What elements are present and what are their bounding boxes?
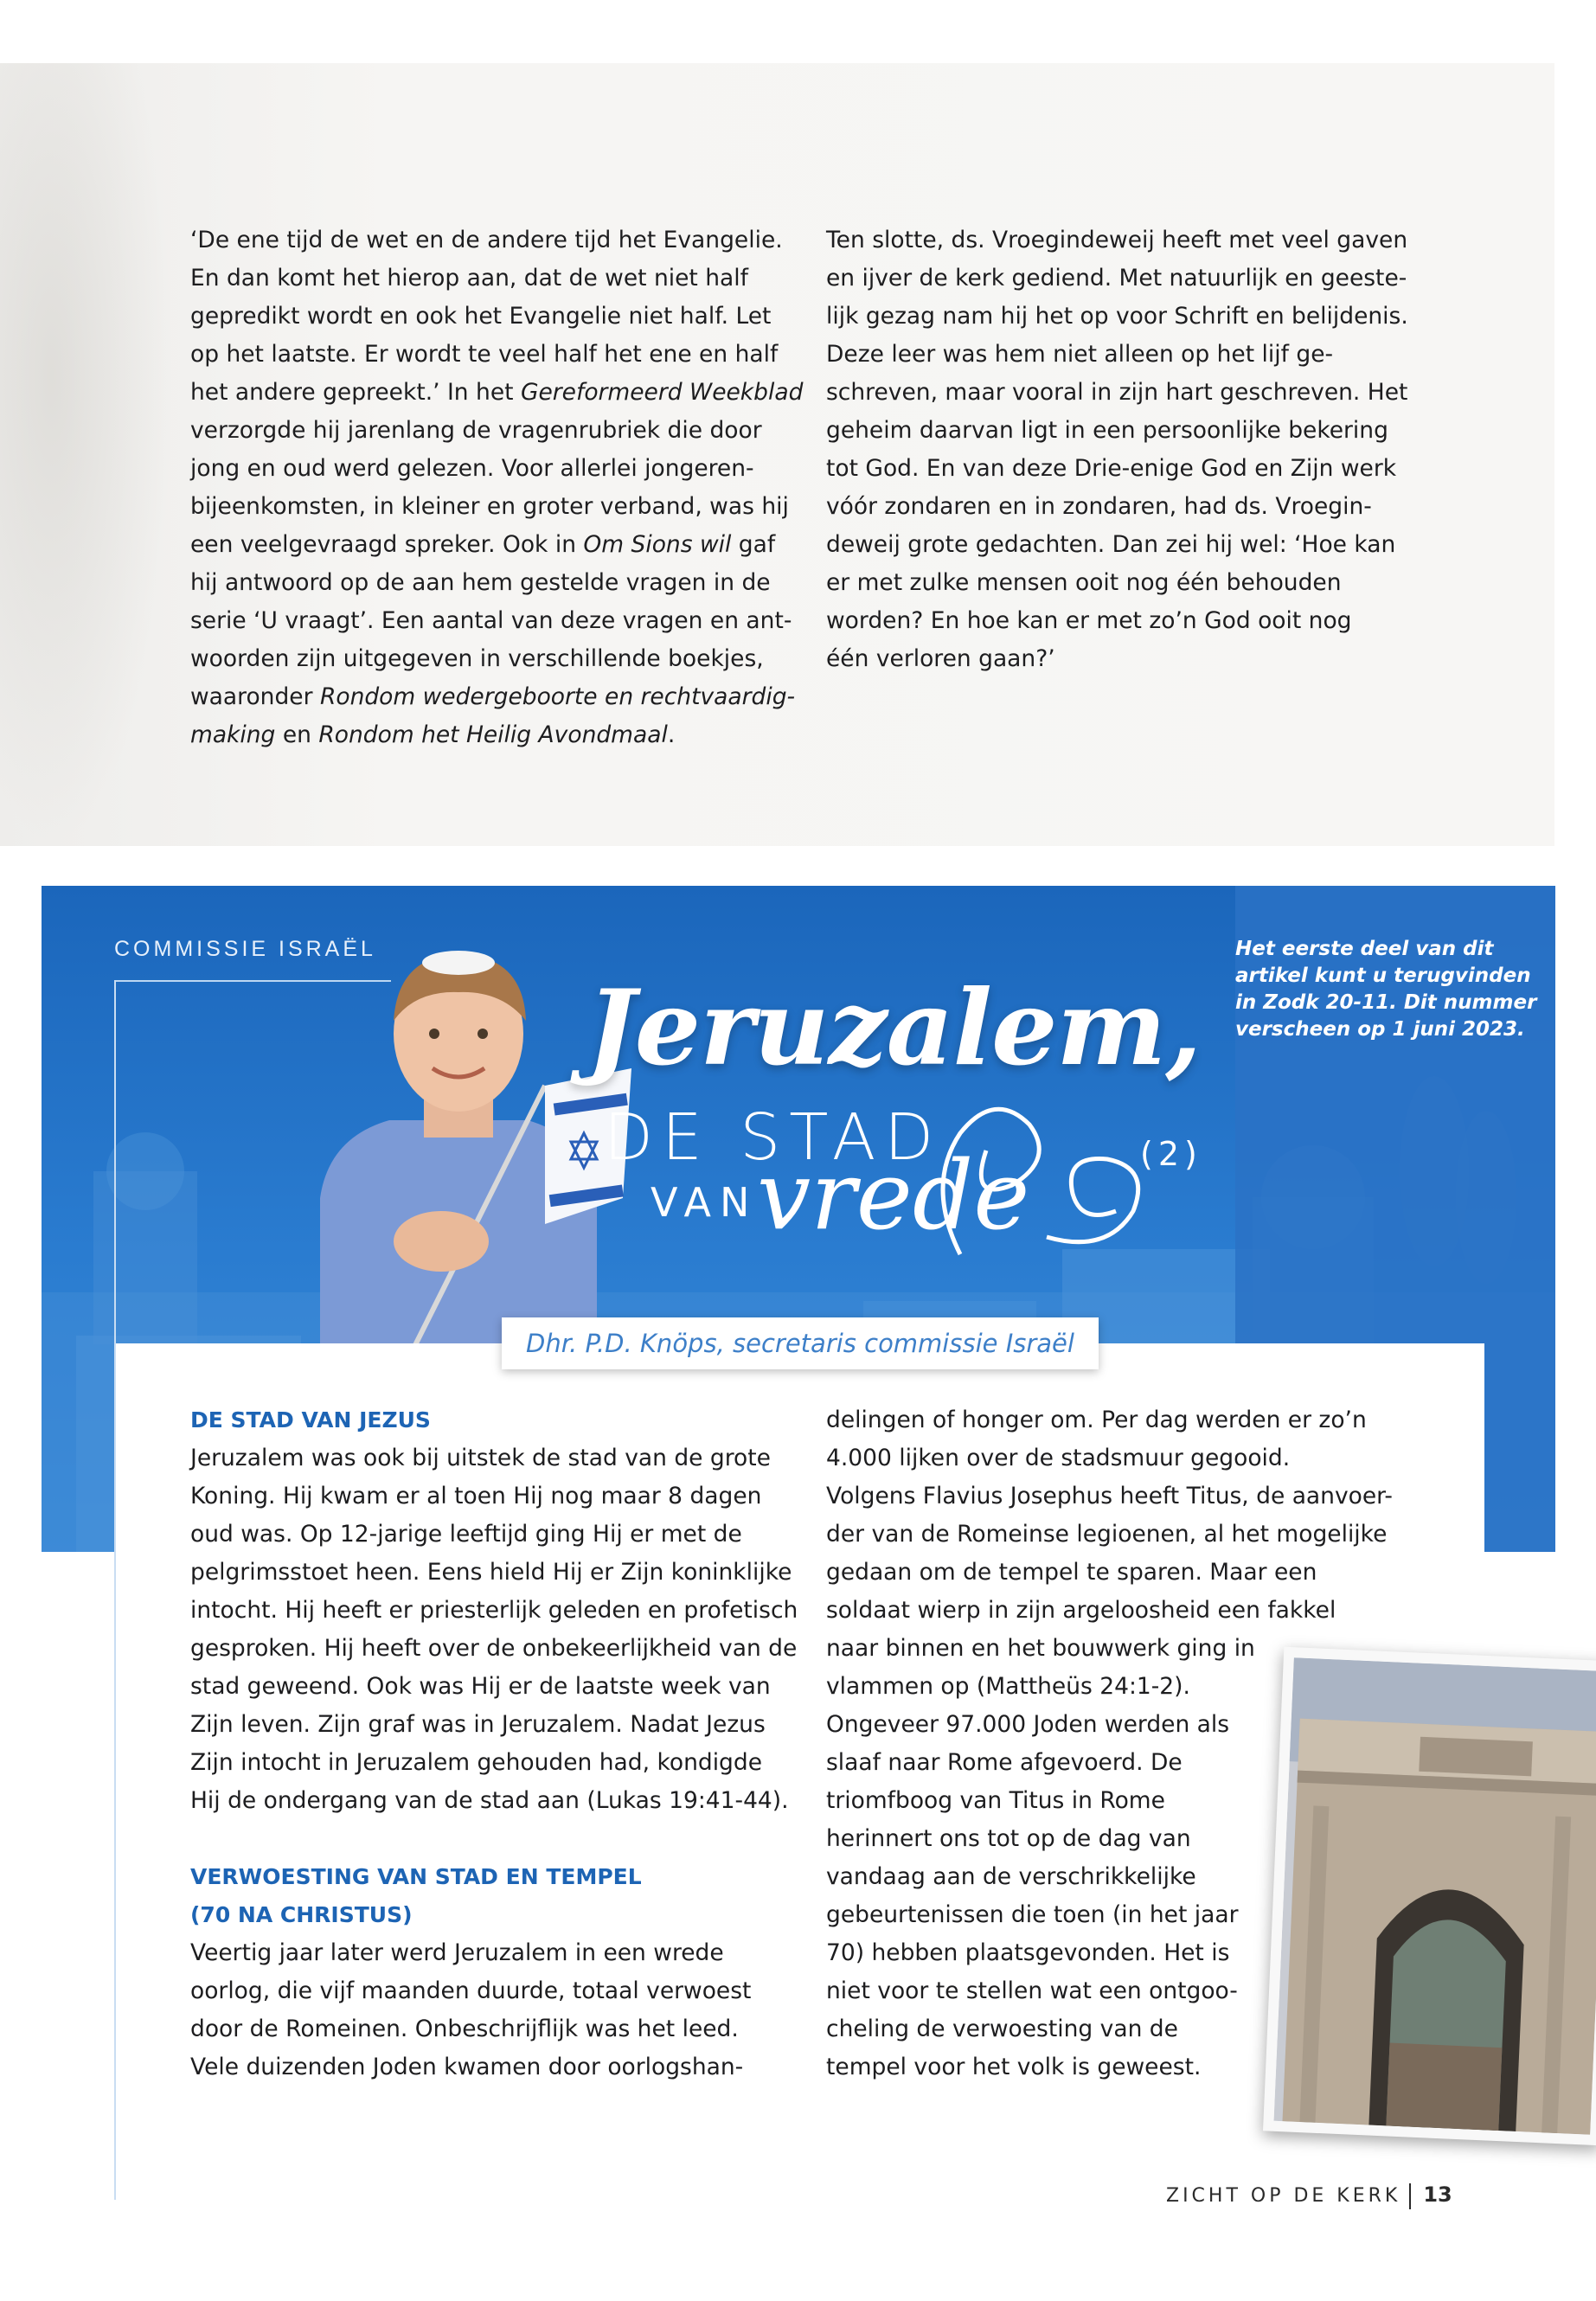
text-line: geheim daarvan ligt in een persoonlijke bekering	[826, 417, 1388, 444]
text-line: oud was. Op 12-jarige leeftijd ging Hij er met de	[190, 1521, 742, 1548]
text-line: niet voor te stellen wat een ontgoo-	[826, 1977, 1238, 2004]
text-line: op het laatste. Er wordt te veel half het ene en half	[190, 341, 779, 368]
book-title: Rondom het Heilig Avondmaal	[318, 721, 668, 748]
footer-divider	[1409, 2183, 1411, 2209]
text-line: er met zulke mensen ooit nog één behouden	[826, 569, 1342, 596]
text-line: En dan komt het hierop aan, dat de wet niet half	[190, 265, 748, 292]
magazine-name: ZICHT OP DE KERK	[1166, 2185, 1401, 2207]
text-line: tot God. En van deze Drie-enige God en Zijn werk	[826, 455, 1397, 482]
byline: Dhr. P.D. Knöps, secretaris commissie Israël	[502, 1317, 1099, 1369]
text-line: 4.000 lijken over de stadsmuur gegooid.	[826, 1445, 1291, 1471]
text-line: lijk gezag nam hij het op voor Schrift en belijdenis.	[826, 303, 1408, 330]
article-left-column	[190, 1401, 796, 2086]
text-line: Koning. Hij kwam er al toen Hij nog maar 8 dagen	[190, 1483, 762, 1509]
book-title: Rondom wedergeboorte en rechtvaardig-	[319, 683, 796, 710]
text-line: en ijver de kerk gediend. Met natuurlijk en geeste-	[826, 265, 1407, 292]
text-line: deweij grote gedachten. Dan zei hij wel: ‘Hoe kan	[826, 531, 1396, 558]
text-line: herinnert ons tot op de dag van	[826, 1825, 1191, 1852]
text-line: der van de Romeinse legioenen, al het mogelijke	[826, 1521, 1388, 1548]
arch-image	[1273, 1657, 1596, 2134]
text-line: ‘De ene tijd de wet en de andere tijd het Evangelie.	[190, 227, 783, 253]
text-line: verzorgde hij jarenlang de vragenrubriek die door	[190, 417, 762, 444]
text-line: een veelgevraagd spreker. Ook in Om Sions wil gaf	[190, 531, 776, 558]
text-line: worden? En hoe kan er met zo’n God ooit nog	[826, 607, 1352, 634]
text-line: stad geweend. Ook was Hij er de laatste week van	[190, 1673, 771, 1700]
text-line: cheling de verwoesting van de	[826, 2016, 1178, 2042]
section-heading: (70 NA CHRISTUS)	[190, 1902, 413, 1927]
part-number: (2)	[1140, 1135, 1202, 1173]
text-line: vóór zondaren en in zondaren, had ds. Vroegin-	[826, 493, 1372, 520]
text-line: Zijn intocht in Jeruzalem gehouden had, kondigde	[190, 1749, 762, 1776]
text-line: het andere gepreekt.’ In het Gereformeerd Weekblad	[190, 379, 804, 406]
text-line: soldaat wierp in zijn argeloosheid een fakkel	[826, 1597, 1336, 1624]
text-line: Volgens Flavius Josephus heeft Titus, de aanvoer-	[826, 1483, 1393, 1509]
text-line: making en Rondom het Heilig Avondmaal.	[190, 721, 676, 748]
text-line: vlammen op (Mattheüs 24:1-2).	[826, 1673, 1190, 1700]
text-line: waaronder Rondom wedergeboorte en rechtvaardig-	[190, 683, 796, 710]
intro-note	[1235, 936, 1537, 1043]
title-vrede: vrede	[757, 1140, 1030, 1251]
top-article-right-column	[826, 221, 1432, 678]
book-title: making	[190, 721, 276, 748]
publication-title: Om Sions wil	[583, 531, 732, 558]
text-line: Jeruzalem was ook bij uitstek de stad van de grote	[190, 1445, 771, 1471]
paragraph-gap	[190, 1820, 796, 1858]
note-line: Het eerste deel van dit	[1235, 938, 1494, 960]
text-line: gebeurtenissen die toen (in het jaar	[826, 1901, 1239, 1928]
top-article-left-column	[190, 221, 804, 754]
note-line: artikel kunt u terugvinden	[1235, 965, 1531, 987]
text-line: oorlog, die vijf maanden duurde, totaal verwoest	[190, 1977, 752, 2004]
text-line: één verloren gaan?’	[826, 645, 1055, 672]
text-line: door de Romeinen. Onbeschrijflijk was het leed.	[190, 2016, 739, 2042]
text-line: gesproken. Hij heeft over de onbekeerlijkheid van de	[190, 1635, 798, 1662]
text-line: 70) hebben plaatsgevonden. Het is	[826, 1939, 1230, 1966]
text-line: Vele duizenden Joden kwamen door oorlogshan-	[190, 2054, 744, 2080]
section-heading: VERWOESTING VAN STAD EN TEMPEL	[190, 1864, 642, 1889]
section-heading: DE STAD VAN JEZUS	[190, 1407, 431, 1433]
note-line: verscheen op 1 juni 2023.	[1235, 1018, 1525, 1041]
text-line: naar binnen en het bouwwerk ging in	[826, 1635, 1255, 1662]
text-line: Deze leer was hem niet alleen op het lijf ge-	[826, 341, 1334, 368]
text-line: triomfboog van Titus in Rome	[826, 1787, 1165, 1814]
arch-of-titus-photo	[1263, 1647, 1596, 2145]
text-line: woorden zijn uitgegeven in verschillende boekjes,	[190, 645, 764, 672]
text-line: Hij de ondergang van de stad aan (Lukas 19:41-44).	[190, 1787, 789, 1814]
text-line: tempel voor het volk is geweest.	[826, 2054, 1202, 2080]
text-line: gepredikt wordt en ook het Evangelie niet half. Let	[190, 303, 772, 330]
text-line: gedaan om de tempel te sparen. Maar een	[826, 1559, 1317, 1586]
title-van: VAN	[651, 1179, 759, 1226]
text-line: Veertig jaar later werd Jeruzalem in een wrede	[190, 1939, 724, 1966]
boy-with-israeli-flag-photo	[285, 939, 631, 1345]
page-number: 13	[1423, 2182, 1452, 2207]
text-line: jong en oud werd gelezen. Voor allerlei jongeren-	[190, 455, 754, 482]
text-line: hij antwoord op de aan hem gestelde vragen in de	[190, 569, 771, 596]
text-line: Ten slotte, ds. Vroegindeweij heeft met veel gaven	[826, 227, 1408, 253]
text-line: schreven, maar vooral in zijn hart geschreven. Het	[826, 379, 1408, 406]
text-line: delingen of honger om. Per dag werden er zo’n	[826, 1407, 1367, 1433]
text-line: pelgrimsstoet heen. Eens hield Hij er Zijn koninklijke	[190, 1559, 792, 1586]
publication-title: Gereformeerd Weekblad	[520, 379, 804, 406]
text-line: Zijn leven. Zijn graf was in Jeruzalem. Nadat Jezus	[190, 1711, 766, 1738]
text-line: vandaag aan de verschrikkelijke	[826, 1863, 1196, 1890]
section-label: COMMISSIE ISRAËL	[114, 937, 376, 961]
text-line: serie ‘U vraagt’. Een aantal van deze vragen en ant-	[190, 607, 792, 634]
page-footer	[1166, 2182, 1452, 2209]
faded-background-image	[0, 63, 173, 846]
note-line: in Zodk 20-11. Dit nummer	[1235, 991, 1537, 1014]
text-line: slaaf naar Rome afgevoerd. De	[826, 1749, 1183, 1776]
text-line: intocht. Hij heeft er priesterlijk geleden en profetisch	[190, 1597, 798, 1624]
title-main: Jeruzalem,	[586, 967, 1202, 1089]
title-subtitle: DE STAD	[604, 1100, 943, 1175]
text-line: Ongeveer 97.000 Joden werden als	[826, 1711, 1230, 1738]
text-line: bijeenkomsten, in kleiner en groter verband, was hij	[190, 493, 789, 520]
